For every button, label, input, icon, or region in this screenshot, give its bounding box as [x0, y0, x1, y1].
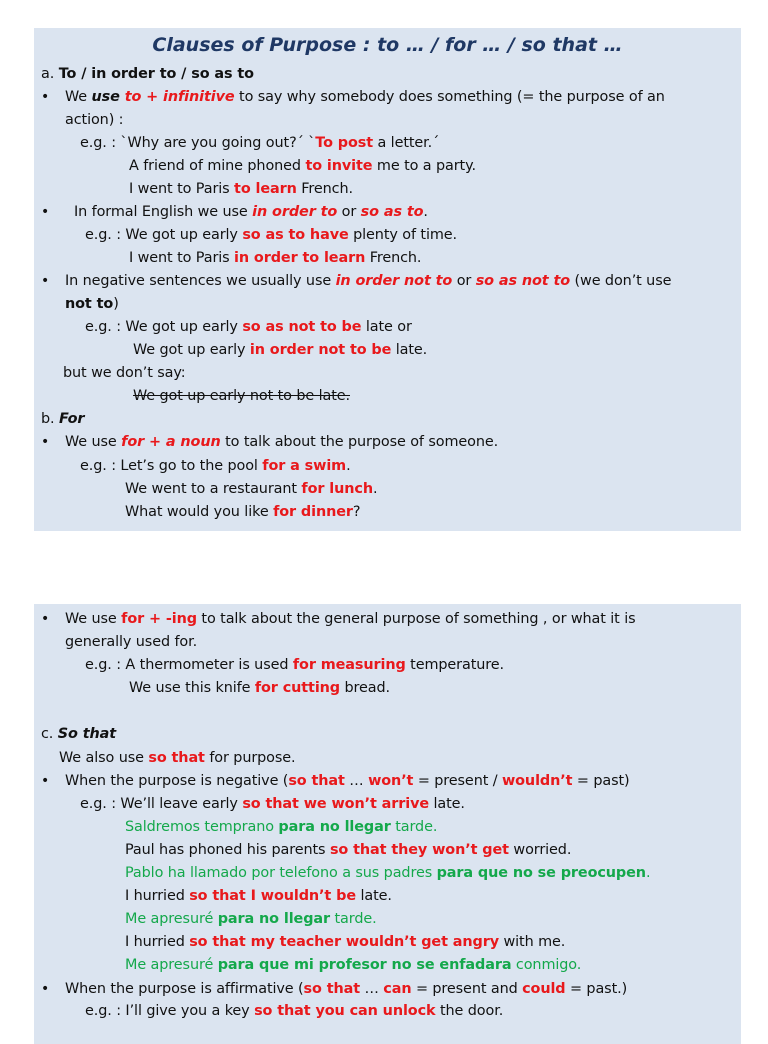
- rule-line: We use for + a noun to talk about the purpose of someone.: [65, 434, 499, 450]
- example-line: e.g. : A thermometer is used for measuring temperature.: [85, 657, 504, 673]
- example-line: We went to a restaurant for lunch.: [125, 481, 378, 497]
- rule-line: We use to + infinitive to say why somebody does something (= the purpose of an: [65, 89, 665, 105]
- bullet-icon: •: [41, 773, 50, 789]
- translation-line: Pablo ha llamado por telefono a sus padres para que no se preocupen.: [125, 865, 651, 881]
- rule-line: When the purpose is affirmative (so that … can = present and could = past.): [65, 981, 628, 997]
- example-line: We got up early in order not to be late.: [133, 342, 428, 358]
- slide-bottom: [34, 604, 741, 1044]
- example-line: e.g. : I’ll give you a key so that you can unlock the door.: [85, 1003, 504, 1019]
- bullet-icon: •: [41, 89, 50, 105]
- example-line: e.g. : We got up early so as not to be late or: [85, 319, 412, 335]
- example-line: I went to Paris in order to learn French.: [129, 250, 422, 266]
- translation-line: Me apresuré para no llegar tarde.: [125, 911, 377, 927]
- rule-line: action) :: [65, 112, 124, 128]
- example-line: What would you like for dinner?: [125, 504, 361, 520]
- example-line: e.g. : Let’s go to the pool for a swim.: [80, 458, 351, 474]
- example-line: e.g. : We’ll leave early so that we won’t arrive late.: [80, 796, 465, 812]
- example-line: A friend of mine phoned to invite me to a party.: [129, 158, 476, 174]
- note-line: but we don’t say:: [63, 365, 186, 381]
- bullet-icon: •: [41, 273, 50, 289]
- section-b-heading: b. For: [41, 411, 85, 427]
- rule-line: not to): [65, 296, 119, 312]
- example-line: Paul has phoned his parents so that they won’t get worried.: [125, 842, 572, 858]
- example-line: I hurried so that I wouldn’t be late.: [125, 888, 392, 904]
- bullet-icon: •: [41, 611, 50, 627]
- rule-line: In negative sentences we usually use in order not to or so as not to (we don’t use: [65, 273, 672, 289]
- example-line: I hurried so that my teacher wouldn’t get angry with me.: [125, 934, 566, 950]
- rule-line: We use for + -ing to talk about the general purpose of something , or what it is: [65, 611, 636, 627]
- example-line: We use this knife for cutting bread.: [129, 680, 391, 696]
- section-a-heading: a. To / in order to / so as to: [41, 66, 254, 82]
- rule-line: We also use so that for purpose.: [59, 750, 296, 766]
- bullet-icon: •: [41, 204, 50, 220]
- page-title: Clauses of Purpose : to … / for … / so that …: [152, 34, 623, 56]
- incorrect-example: We got up early not to be late.: [133, 388, 350, 404]
- section-c-heading: c. So that: [41, 726, 117, 742]
- example-line: e.g. : `Why are you going out?´ `To post a letter.´: [80, 135, 440, 151]
- translation-line: Me apresuré para que mi profesor no se enfadara conmigo.: [125, 957, 582, 973]
- bullet-icon: •: [41, 981, 50, 997]
- example-line: I went to Paris to learn French.: [129, 181, 353, 197]
- rule-line: In formal English we use in order to or so as to.: [74, 204, 428, 220]
- slide-top: [34, 28, 741, 531]
- bullet-icon: •: [41, 434, 50, 450]
- translation-line: Saldremos temprano para no llegar tarde.: [125, 819, 438, 835]
- rule-line: When the purpose is negative (so that … won’t = present / wouldn’t = past): [65, 773, 630, 789]
- example-line: e.g. : We got up early so as to have plenty of time.: [85, 227, 457, 243]
- rule-line: generally used for.: [65, 634, 198, 650]
